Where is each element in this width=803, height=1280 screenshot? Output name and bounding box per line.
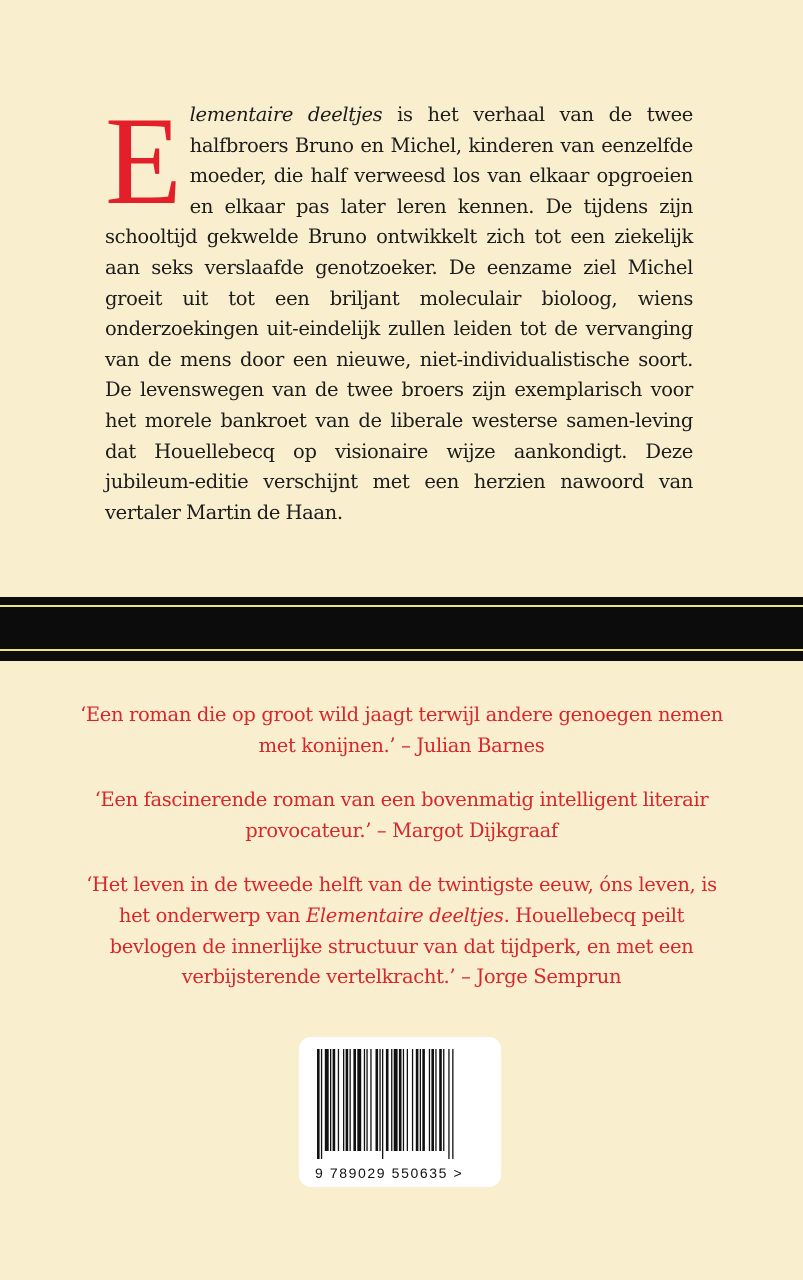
quote-semprun: ‘Het leven in de tweede helft van de twintigste eeuw, óns leven, is het onderwerp van Elementaire deeltjes. Houellebecq peilt bevlogen de innerlijke structuur van dat tijdperk, en met een verbijsterende vertelkracht.’ – Jorge Semprun <box>86 873 717 989</box>
drop-cap: E <box>105 92 182 231</box>
review-quotes <box>80 700 723 1017</box>
decorative-band <box>0 597 803 661</box>
back-cover-blurb <box>105 92 693 528</box>
book-title: lementaire deeltjes <box>189 103 383 126</box>
isbn-number: 9 789029 550635 > <box>315 1165 464 1181</box>
band-rule-bottom <box>0 649 803 651</box>
barcode-label <box>299 1037 501 1187</box>
blurb-text: is het verhaal van de twee halfbroers Bruno en Michel, kinderen van eenzelfde moeder, die half verweesd los van elkaar opgroeien en elkaar pas later leren kennen. De tijdens zijn schooltijd gekwelde Bruno ontwikkelt zich tot een ziekelijk aan seks verslaafde genotzoeker. De eenzame ziel Michel groeit uit tot een briljant moleculair bioloog, wiens onderzoekingen uit-eindelijk zullen leiden tot de vervanging van de mens door een nieuwe, niet-individualistische soort. De levenswegen van de twee broers zijn exemplarisch voor het morele bankroet van de liberale westerse samen-leving dat Houellebecq op visionaire wijze aankondigt. Deze jubileum-editie verschijnt met een herzien nawoord van vertaler Martin de Haan. <box>105 103 693 524</box>
quote-book-title: Elementaire deeltjes <box>305 903 504 927</box>
barcode-icon <box>313 1049 487 1159</box>
quote-dijkgraaf: ‘Een fascinerende roman van een bovenmatig intelligent literair provocateur.’ – Margot Dijkgraaf <box>94 788 709 842</box>
quote-barnes: ‘Een roman die op groot wild jaagt terwijl andere genoegen nemen met konijnen.’ – Julian Barnes <box>80 703 723 757</box>
band-rule-top <box>0 605 803 607</box>
